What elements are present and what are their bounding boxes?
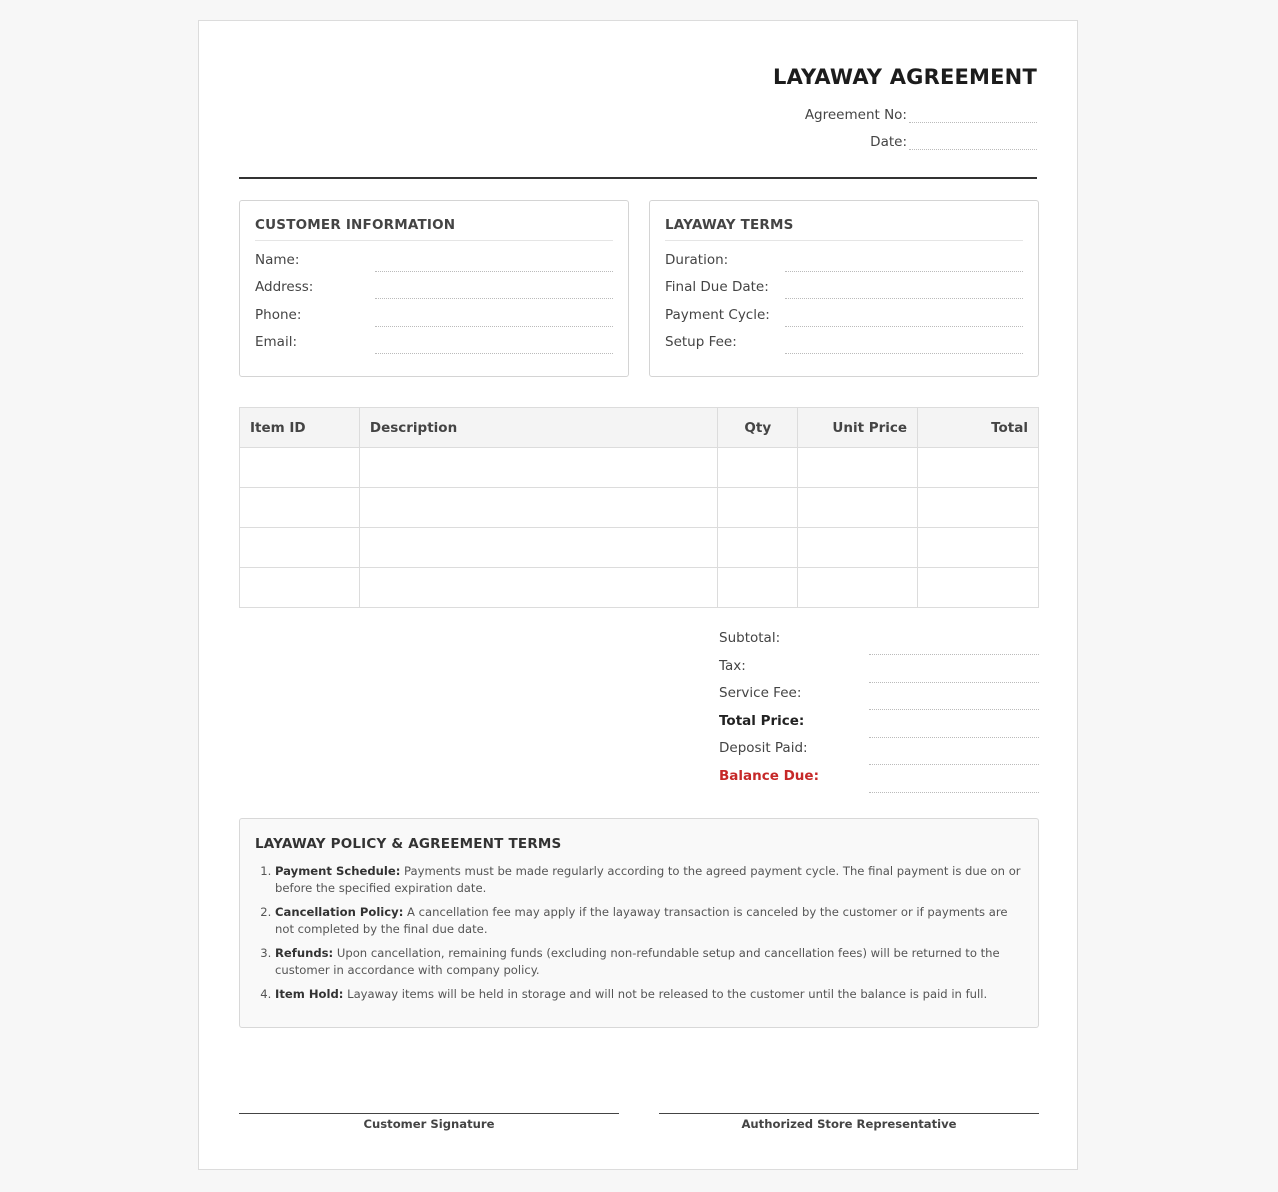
policy-term: Refunds: <box>275 946 334 960</box>
items-table <box>239 407 1039 608</box>
agreement-number-label: Agreement No: <box>804 107 907 123</box>
policy-term: Item Hold: <box>275 987 344 1001</box>
final-due-date-row <box>665 276 1023 300</box>
service-fee-row <box>719 683 1039 711</box>
description-cell[interactable] <box>359 568 717 608</box>
agreement-number-field[interactable] <box>909 104 1037 123</box>
customer-phone-label: Phone: <box>255 307 302 323</box>
column-header-description: Description <box>359 408 717 448</box>
column-header-total: Total <box>918 408 1039 448</box>
customer-address-field[interactable] <box>375 276 613 299</box>
tax-field[interactable] <box>869 656 1039 683</box>
customer-email-field[interactable] <box>375 331 613 354</box>
policy-item <box>275 945 1024 978</box>
agreement-page <box>198 20 1078 1170</box>
item-id-cell[interactable] <box>240 568 360 608</box>
customer-name-field[interactable] <box>375 249 613 272</box>
customer-signature-label: Customer Signature <box>363 1117 495 1131</box>
representative-signature-line[interactable] <box>659 1113 1039 1131</box>
customer-email-label: Email: <box>255 334 298 350</box>
subtotal-field[interactable] <box>869 628 1039 655</box>
deposit-paid-row <box>719 738 1039 766</box>
date-label: Date: <box>870 134 907 150</box>
customer-phone-row <box>255 304 613 328</box>
header-divider <box>239 177 1037 179</box>
customer-information-panel <box>239 200 629 377</box>
date-row <box>870 128 1037 150</box>
policy-text: Layaway items will be held in storage and will not be released to the customer until the balance is paid in full. <box>343 987 988 1001</box>
duration-field[interactable] <box>785 249 1023 272</box>
description-cell[interactable] <box>359 528 717 568</box>
description-cell[interactable] <box>359 488 717 528</box>
total-price-row <box>719 711 1039 739</box>
deposit-paid-label: Deposit Paid: <box>719 740 808 756</box>
policy-item <box>275 863 1024 896</box>
customer-name-row <box>255 249 613 273</box>
setup-fee-label: Setup Fee: <box>665 334 737 350</box>
representative-signature-label: Authorized Store Representative <box>741 1117 957 1131</box>
setup-fee-row <box>665 331 1023 355</box>
policy-text: A cancellation fee may apply if the layaway transaction is canceled by the customer or if payments are not completed by the final due date. <box>275 905 1008 936</box>
customer-email-row <box>255 331 613 355</box>
qty-cell[interactable] <box>718 568 798 608</box>
policy-term: Payment Schedule: <box>275 864 401 878</box>
policy-box <box>239 818 1039 1028</box>
qty-cell[interactable] <box>718 528 798 568</box>
total-price-field[interactable] <box>869 711 1039 738</box>
tax-row <box>719 656 1039 684</box>
duration-label: Duration: <box>665 252 729 268</box>
policy-term: Cancellation Policy: <box>275 905 404 919</box>
total-cell[interactable] <box>918 528 1039 568</box>
column-header-qty: Qty <box>718 408 798 448</box>
unit-price-cell[interactable] <box>798 528 918 568</box>
customer-signature-line[interactable] <box>239 1113 619 1131</box>
item-id-cell[interactable] <box>240 488 360 528</box>
customer-phone-field[interactable] <box>375 304 613 327</box>
payment-cycle-field[interactable] <box>785 304 1023 327</box>
customer-address-row <box>255 276 613 300</box>
customer-information-title: CUSTOMER INFORMATION <box>255 217 613 241</box>
customer-address-label: Address: <box>255 279 314 295</box>
description-cell[interactable] <box>359 448 717 488</box>
layaway-terms-title: LAYAWAY TERMS <box>665 217 1023 241</box>
payment-cycle-row <box>665 304 1023 328</box>
final-due-date-field[interactable] <box>785 276 1023 299</box>
balance-due-label: Balance Due: <box>719 768 819 784</box>
table-row <box>240 528 1039 568</box>
policy-text: Upon cancellation, remaining funds (excluding non-refundable setup and cancellation fees) will be returned to the customer in accordance with company policy. <box>275 946 1000 977</box>
setup-fee-field[interactable] <box>785 331 1023 354</box>
date-field[interactable] <box>909 131 1037 150</box>
service-fee-field[interactable] <box>869 683 1039 710</box>
customer-name-label: Name: <box>255 252 300 268</box>
layaway-terms-panel <box>649 200 1039 377</box>
unit-price-cell[interactable] <box>798 448 918 488</box>
duration-row <box>665 249 1023 273</box>
policy-list <box>255 863 1024 1011</box>
service-fee-label: Service Fee: <box>719 685 802 701</box>
policy-item <box>275 904 1024 937</box>
unit-price-cell[interactable] <box>798 568 918 608</box>
policy-text: Payments must be made regularly according to the agreed payment cycle. The final payment is due on or before the specified expiration date. <box>275 864 1021 895</box>
deposit-paid-field[interactable] <box>869 738 1039 765</box>
subtotal-row <box>719 628 1039 656</box>
total-cell[interactable] <box>918 448 1039 488</box>
payment-cycle-label: Payment Cycle: <box>665 307 770 323</box>
total-cell[interactable] <box>918 488 1039 528</box>
table-row <box>240 568 1039 608</box>
item-id-cell[interactable] <box>240 448 360 488</box>
total-cell[interactable] <box>918 568 1039 608</box>
total-price-label: Total Price: <box>719 713 805 729</box>
qty-cell[interactable] <box>718 488 798 528</box>
agreement-number-row <box>805 101 1037 123</box>
balance-due-row <box>719 766 1039 794</box>
balance-due-field[interactable] <box>869 766 1039 793</box>
column-header-unit-price: Unit Price <box>798 408 918 448</box>
item-id-cell[interactable] <box>240 528 360 568</box>
subtotal-label: Subtotal: <box>719 630 781 646</box>
tax-label: Tax: <box>719 658 746 674</box>
column-header-item-id: Item ID <box>240 408 360 448</box>
unit-price-cell[interactable] <box>798 488 918 528</box>
final-due-date-label: Final Due Date: <box>665 279 769 295</box>
table-header-row <box>240 408 1039 448</box>
table-row <box>240 488 1039 528</box>
table-row <box>240 448 1039 488</box>
policy-title: LAYAWAY POLICY & AGREEMENT TERMS <box>255 836 562 852</box>
document-title: LAYAWAY AGREEMENT <box>772 65 1037 89</box>
policy-item <box>275 986 1024 1003</box>
qty-cell[interactable] <box>718 448 798 488</box>
